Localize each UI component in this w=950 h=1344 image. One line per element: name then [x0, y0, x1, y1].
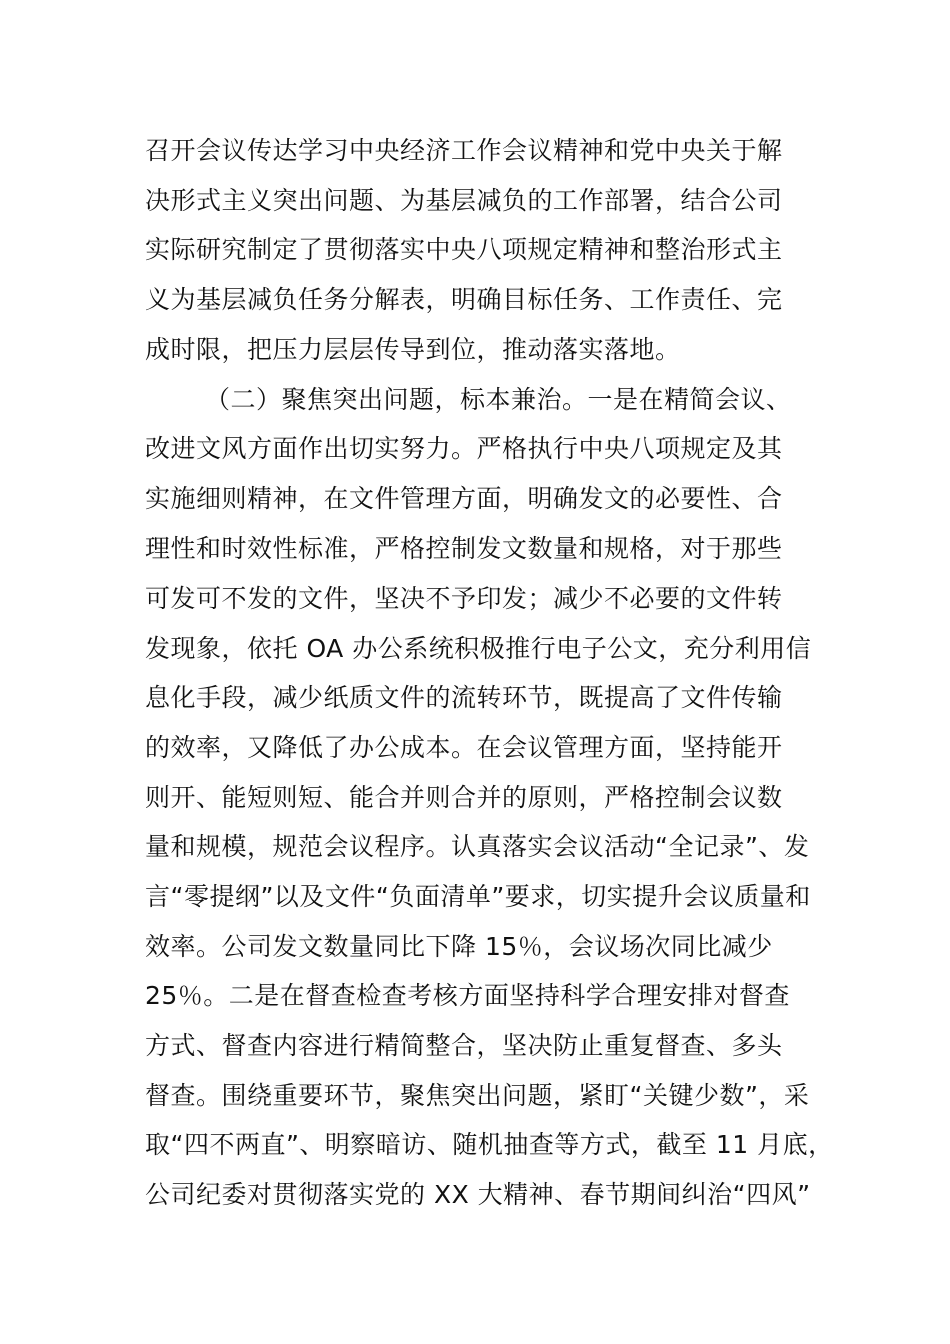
text-line: 息化手段，减少纸质文件的流转环节，既提高了文件传输 [145, 683, 783, 712]
text-line: 决形式主义突出问题、为基层减负的工作部署，结合公司 [145, 186, 783, 215]
text-line: 公司纪委对贯彻落实党的 XX 大精神、春节期间纠治“四风” [145, 1180, 811, 1209]
text-line: 则开、能短则短、能合并则合并的原则，严格控制会议数 [145, 783, 783, 812]
text-line: 取“四不两直”、明察暗访、随机抽查等方式，截至 11 月底， [145, 1130, 834, 1159]
text-line: 召开会议传达学习中央经济工作会议精神和党中央关于解 [145, 136, 783, 165]
text-line: 效率。公司发文数量同比下降 15％，会议场次同比减少 [145, 932, 773, 961]
text-line: 发现象，依托 OA 办公系统积极推行电子公文，充分利用信 [145, 634, 812, 663]
section-heading-line: （二）聚焦突出问题，标本兼治。一是在精简会议、 [205, 385, 792, 414]
text-line: 成时限，把压力层层传导到位，推动落实落地。 [145, 335, 681, 364]
text-line: 实际研究制定了贯彻落实中央八项规定精神和整治形式主 [145, 235, 783, 264]
text-line: 可发可不发的文件，坚决不予印发；减少不必要的文件转 [145, 584, 783, 613]
text-line: 的效率，又降低了办公成本。在会议管理方面，坚持能开 [145, 733, 783, 762]
text-line: 25％。二是在督查检查考核方面坚持科学合理安排对督查 [145, 981, 790, 1010]
text-line: 言“零提纲”以及文件“负面清单”要求，切实提升会议质量和 [145, 882, 811, 911]
text-line: 督查。围绕重要环节，聚焦突出问题，紧盯“关键少数”，采 [145, 1081, 810, 1110]
text-line: 义为基层减负任务分解表，明确目标任务、工作责任、完 [145, 285, 783, 314]
text-line: 实施细则精神，在文件管理方面，明确发文的必要性、合 [145, 484, 783, 513]
text-line: 改进文风方面作出切实努力。严格执行中央八项规定及其 [145, 434, 783, 463]
text-line: 理性和时效性标准，严格控制发文数量和规格，对于那些 [145, 534, 783, 563]
text-line: 量和规模，规范会议程序。认真落实会议活动“全记录”、发 [145, 832, 810, 861]
text-line: 方式、督查内容进行精简整合，坚决防止重复督查、多头 [145, 1031, 783, 1060]
